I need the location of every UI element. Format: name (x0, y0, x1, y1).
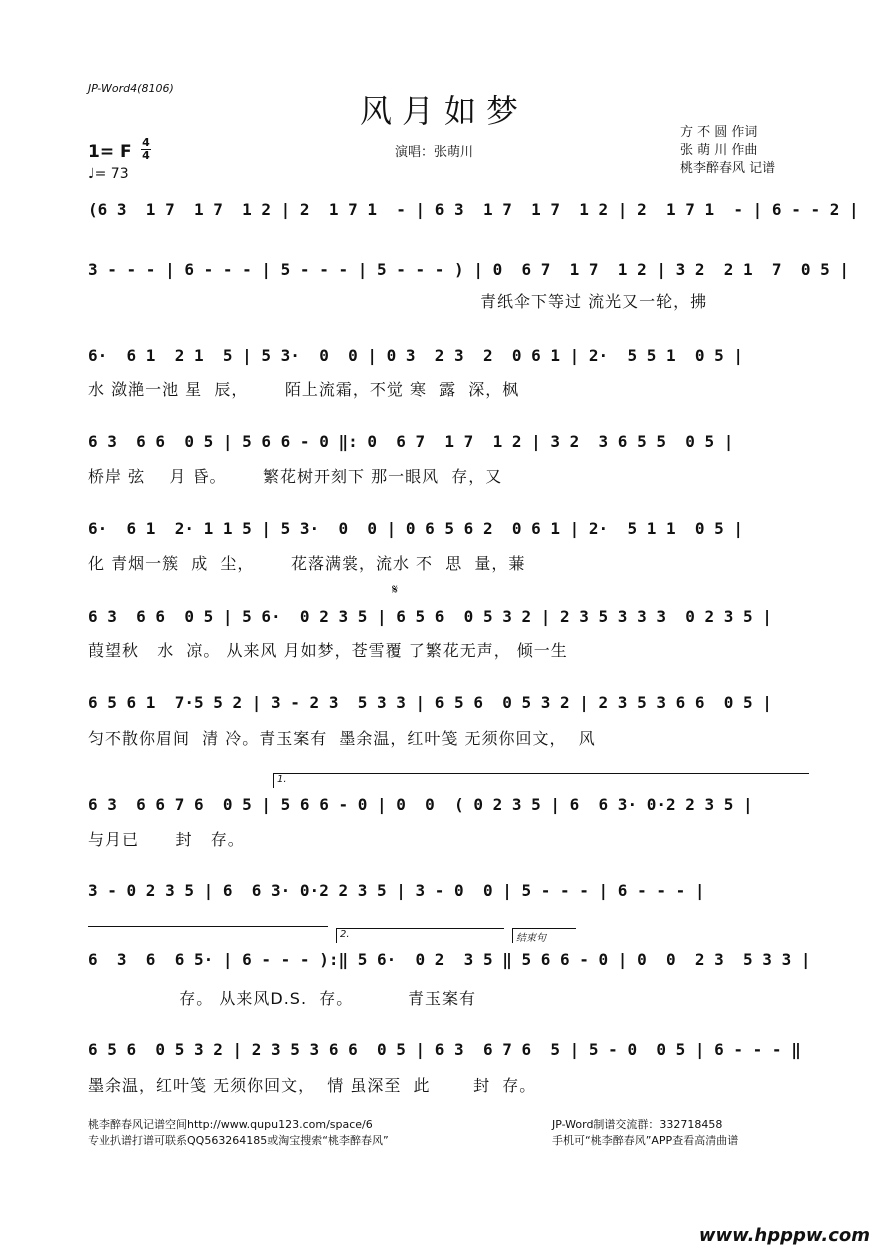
footer-left (88, 1117, 389, 1149)
system-11-lyrics: 墨余温，红叶笺 无须你回文， 情 虽深至 此 封 存。 (88, 1076, 537, 1095)
volta-2: 2. (336, 928, 504, 943)
system-7-notes: 6 5 6 1 7·5 5 2 | 3 - 2 3 5 3 3 | 6 5 6 0 5 3 2 | 2 3 5 3 6 6 0 5 | (88, 693, 772, 712)
credits (680, 124, 775, 178)
footer-left-line-2: 专业扒谱打谱可联系QQ563264185或淘宝搜索“桃李醉春风” (88, 1134, 389, 1147)
software-tag: JP-Word4(8106) (88, 82, 174, 95)
footer-left-line-1: 桃李醉春风记谱空间http://www.qupu123.com/space/6 (88, 1118, 373, 1131)
system-7-lyrics: 匀不散你眉间 清 冷。青玉案有 墨余温，红叶笺 无须你回文， 风 (88, 729, 596, 748)
segno-mark: 𝄋 (392, 582, 399, 598)
singer-credit: 演唱：张萌川 (395, 145, 474, 160)
footer-right (552, 1117, 738, 1149)
site-watermark: www.hpppw.com (698, 1225, 870, 1246)
system-4-notes: 6 3 6 6 0 5 | 5 6 6 - 0 ‖: 0 6 7 1 7 1 2 | 3 2 3 6 5 5 0 5 | (88, 432, 734, 451)
system-3-lyrics: 水 潋滟一池 星 辰， 陌上流霜，不觉 寒 露 深，枫 (88, 380, 520, 399)
system-11-notes: 6 5 6 0 5 3 2 | 2 3 5 3 6 6 0 5 | 6 3 6 7 6 5 | 5 - 0 0 5 | 6 - - - ‖ (88, 1040, 801, 1059)
time-bottom: 4 (142, 149, 150, 162)
system-2-notes: 3 - - - | 6 - - - | 5 - - - | 5 - - - ) | 0 6 7 1 7 1 2 | 3 2 2 1 7 0 5 | (88, 260, 849, 279)
system-3-notes: 6· 6 1 2 1 5 | 5 3· 0 0 | 0 3 2 3 2 0 6 1 | 2· 5 5 1 0 5 | (88, 346, 744, 365)
system-10-notes: 6 3 6 6 5· | 6 - - - ):‖ 5 6· 0 2 3 5 ‖ 5 6 6 - 0 | 0 0 2 3 5 3 3 | (88, 950, 811, 969)
transcriber-credit: 桃李醉春风 记谱 (680, 161, 776, 176)
lyricist-credit: 方 不 圆 作词 (680, 125, 758, 140)
system-6-lyrics: 葭望秋 水 凉。 从来风 月如梦，苍雪覆 了繁花无声， 倾一生 (88, 641, 568, 660)
system-8-lyrics: 与月已 封 存。 (88, 830, 245, 849)
time-signature (141, 138, 151, 161)
volta-1-continuation (88, 926, 328, 927)
system-9-notes: 3 - 0 2 3 5 | 6 6 3· 0·2 2 3 5 | 3 - 0 0 | 5 - - - | 6 - - - | (88, 881, 705, 900)
system-5-notes: 6· 6 1 2· 1 1 5 | 5 3· 0 0 | 0 6 5 6 2 0 6 1 | 2· 5 1 1 0 5 | (88, 519, 744, 538)
system-2-lyrics: 青纸伞下等过 流光又一轮，拂 (480, 292, 708, 311)
tempo-marking: ♩= 73 (88, 166, 129, 182)
system-8-notes: 6 3 6 6 7 6 0 5 | 5 6 6 - 0 | 0 0 ( 0 2 3 5 | 6 6 3· 0·2 2 3 5 | (88, 795, 753, 814)
footer-right-line-2: 手机可“桃李醉春风”APP查看高清曲谱 (552, 1134, 739, 1147)
system-10-lyrics: 存。 从来风D.S. 存。 青玉案有 (88, 989, 476, 1008)
key-signature: 1= F (88, 142, 132, 162)
system-6-notes: 6 3 6 6 0 5 | 5 6· 0 2 3 5 | 6 5 6 0 5 3 2 | 2 3 5 3 3 3 0 2 3 5 | (88, 607, 772, 626)
volta-1: 1. (273, 773, 809, 788)
ending-phrase-mark: 结束句 (512, 928, 576, 943)
composer-credit: 张 萌 川 作曲 (680, 143, 758, 158)
song-title: 风月如梦 (359, 92, 528, 130)
time-top: 4 (142, 136, 150, 149)
system-1-notes: (6 3 1 7 1 7 1 2 | 2 1 7 1 - | 6 3 1 7 1 7 1 2 | 2 1 7 1 - | 6 - - 2 | (88, 200, 859, 219)
system-5-lyrics: 化 青烟一簇 成 尘， 花落满裳，流水 不 思 量，蒹 (88, 554, 526, 573)
system-4-lyrics: 桥岸 弦 月 昏。 繁花树开刻下 那一眼风 存，又 (88, 467, 503, 486)
footer-right-line-1: JP-Word制谱交流群：332718458 (552, 1118, 723, 1131)
